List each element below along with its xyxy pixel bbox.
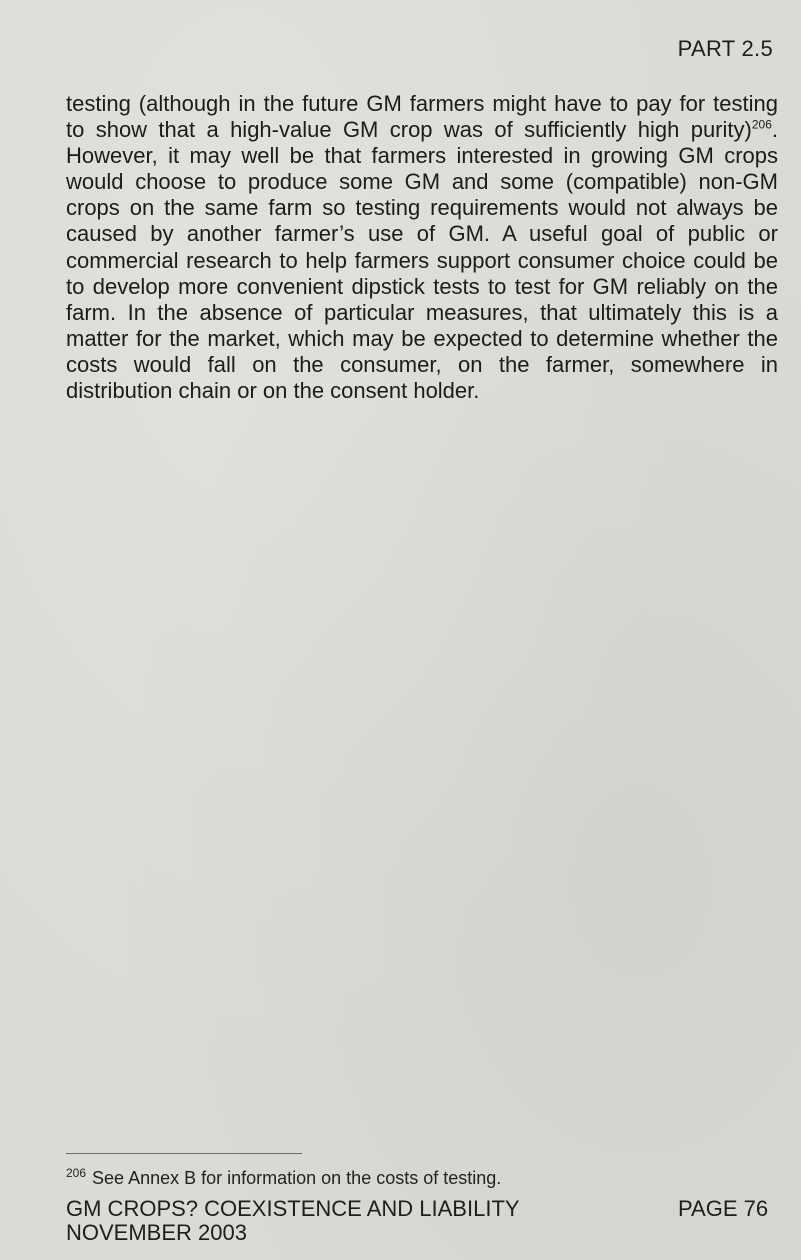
footer-document-title: GM CROPS? COEXISTENCE AND LIABILITY (66, 1196, 520, 1221)
body-paragraph (66, 91, 778, 404)
paragraph-text-part2: . However, it may well be that farmers interested in growing GM crops would choose to produce some GM and some (compatible) non-GM crops on the same farm so testing requirements would not always be caused by another farmer’s use of GM. A useful goal of public or commercial research to help farmers support consumer choice could be to develop more convenient dipstick tests to test for GM reliably on the farm. In the absence of particular measures, that ultimately this is a matter for the market, which may be expected to determine whether the costs would fall on the consumer, on the farmer, somewhere in distribution chain or on the consent holder. (66, 117, 778, 404)
footer-page-number: PAGE 76 (678, 1196, 769, 1221)
footnote (66, 1166, 501, 1189)
footnote-divider (66, 1153, 302, 1154)
footnote-text: See Annex B for information on the costs of testing. (92, 1168, 502, 1188)
paragraph-text-part1: testing (although in the future GM farmers might have to pay for testing to show that a high-value GM crop was of sufficiently high purity) (66, 91, 778, 143)
footnote-reference[interactable]: 206 (751, 117, 772, 132)
footer-date: NOVEMBER 2003 (66, 1220, 247, 1245)
footnote-number: 206 (66, 1166, 87, 1180)
section-label: PART 2.5 (677, 36, 773, 61)
